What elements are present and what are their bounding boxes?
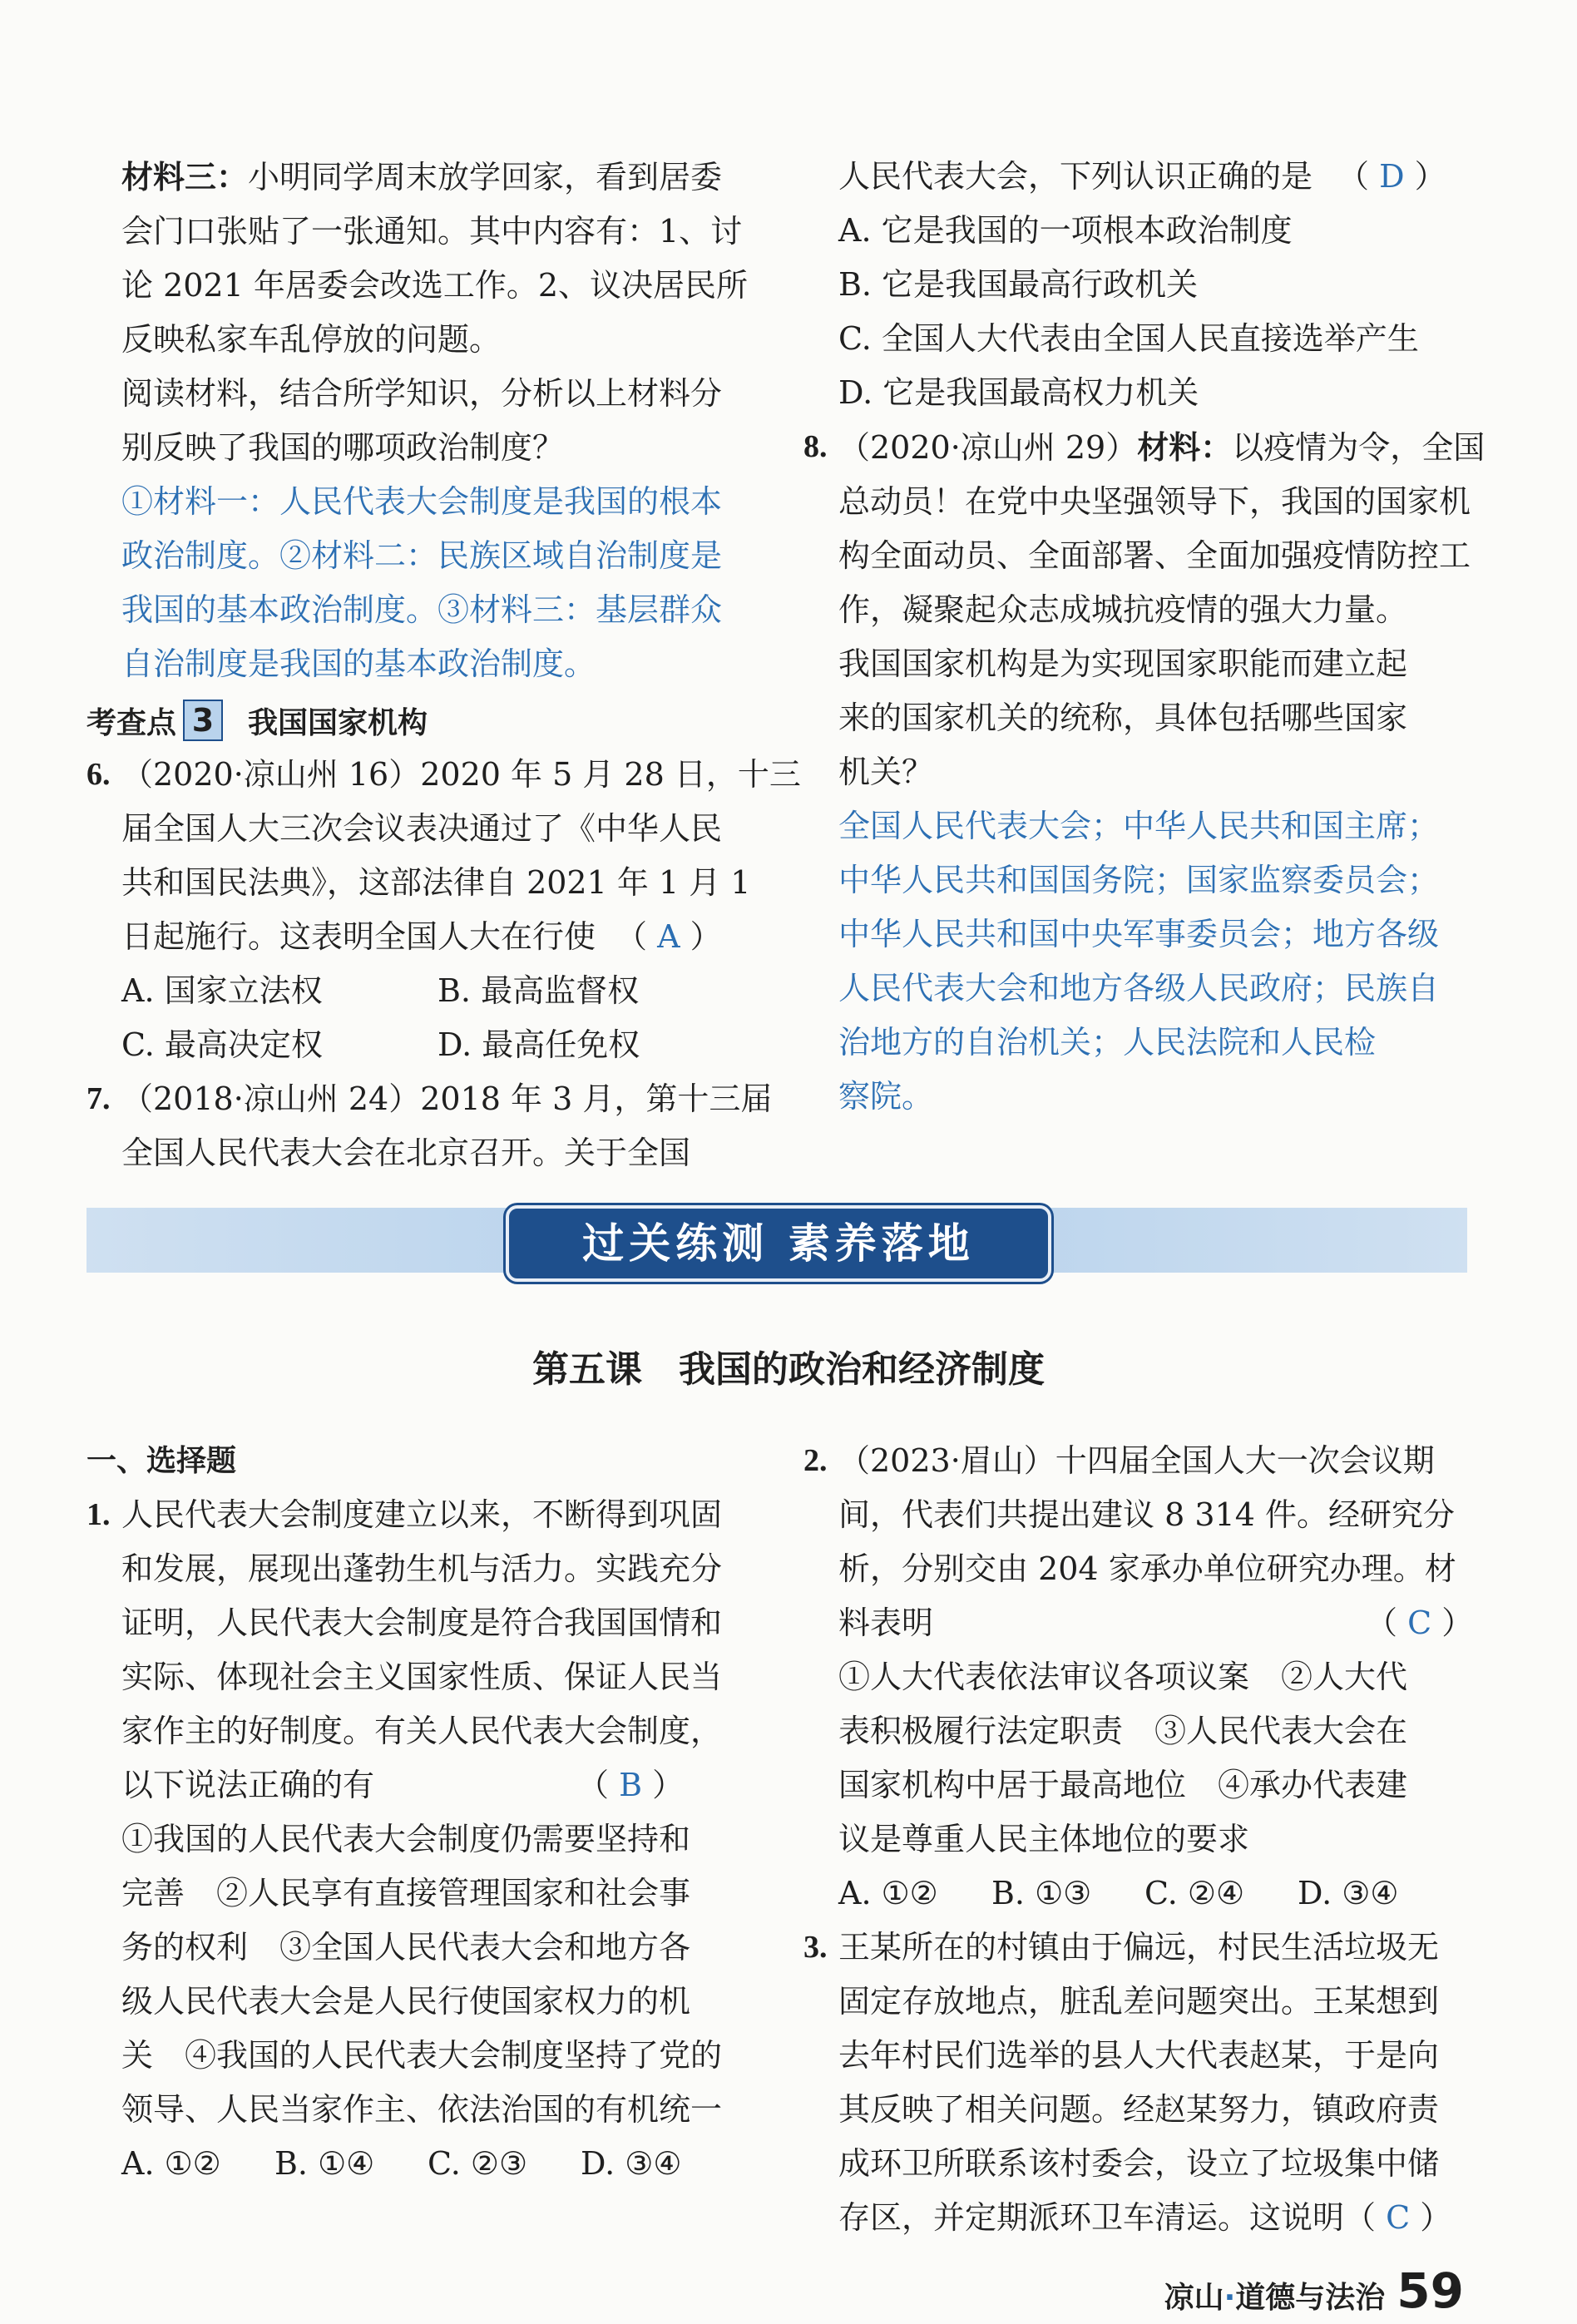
question-2: 2. （2023·眉山）十四届全国人大一次会议期 间，代表们共提出建议 8 314 件。经研究分 析，分别交由 204 家承办单位研究办理。材 料表明 （ C ） ①人大代表依法审议各项议案 ②人大代 表积极履行法定职责 ③人民代表大会在 国家机构中居于最高地位 ④承办代表建 议是尊重人民主体地位的要求 A. ①② B. ①③ C. ②④ D. ③④ <box>803 1434 1486 1921</box>
right-column-top: 人民代表大会，下列认识正确的是 （ D ） A. 它是我国的一项根本政治制度 B. 它是我国最高行政机关 C. 全国人大代表由全国人民直接选举产生 D. 它是我国最高权力机关 8. （2020·凉山州 29）材料：以疫情为令，全国 总动员！在党中央坚强领导下，我国的国家机 构全面动员、全面部署、全面加强疫情防控工 作，凝聚起众志成城抗疫情的强大力量。 我国国家机构是为实现国家职能而建立起 来的国家机关的统称，具体包括哪些国家 机关？ 全国人民代表大会；中华人民共和国主席； 中华人民共和国国务院；国家监察委员会； 中华人民共和国中央军事委员会；地方各级 人民代表大会和地方各级人民政府；民族自 治地方的自治机关；人民法院和人民检 察院。 <box>803 150 1486 1124</box>
question-line: 日起施行。这表明全国人大在行使 <box>121 918 596 955</box>
answer-mark: C <box>1407 1605 1432 1641</box>
question-8 <box>803 420 1486 1124</box>
option: A. ①② <box>838 1875 938 1911</box>
question-line: 析，分别交由 204 家承办单位研究办理。材 <box>838 1550 1456 1587</box>
question-line: 人民代表大会，下列认识正确的是 <box>838 158 1313 195</box>
question-line: 全国人民代表大会在北京召开。关于全国 <box>121 1135 691 1171</box>
answer-line: 察院。 <box>838 1078 934 1115</box>
options-row <box>803 1867 1486 1921</box>
footer-subject: 道德与法治 <box>1235 2281 1386 2315</box>
knowledge-point-heading <box>87 695 752 746</box>
answer-line: 全国人民代表大会；中华人民共和国主席； <box>838 808 1440 844</box>
question-line: 成环卫所联系该村委会，设立了垃圾集中储 <box>838 2145 1440 2182</box>
answer-line: 自治制度是我国的基本政治制度。 <box>121 645 596 682</box>
statement-line: 议是尊重人民主体地位的要求 <box>838 1821 1250 1857</box>
statement-line: 级人民代表大会是人民行使国家权力的机 <box>121 1983 691 2020</box>
question-line: 王某所在的村镇由于偏远，村民生活垃圾无 <box>838 1929 1440 1966</box>
question-line: （2018·凉山州 24）2018 年 3 月，第十三届 <box>121 1080 773 1117</box>
question-line: 存区，并定期派环卫车清运。这说明 <box>838 2199 1345 2236</box>
question-source: （2020·凉山州 29） <box>838 429 1138 466</box>
option: C. 全国人大代表由全国人民直接选举产生 <box>838 320 1419 357</box>
answer-mark: C <box>1386 2199 1411 2236</box>
option: D. ③④ <box>581 2145 682 2182</box>
right-column-bottom <box>803 1434 1486 2245</box>
question-line: 人民代表大会制度建立以来，不断得到巩固 <box>121 1496 723 1533</box>
option: C. 最高决定权 <box>121 1026 323 1063</box>
material3-label: 材料三： <box>121 158 249 195</box>
question-line: 别反映了我国的哪项政治制度？ <box>121 429 565 466</box>
option: A. 它是我国的一项根本政治制度 <box>838 212 1293 249</box>
question-line: 来的国家机关的统称，具体包括哪些国家 <box>838 700 1408 736</box>
question-line: 共和国民法典》，这部法律自 2021 年 1 月 1 <box>121 864 751 901</box>
page-footer <box>1164 2262 1464 2319</box>
question-line: 我国国家机构是为实现国家职能而建立起 <box>838 645 1408 682</box>
answer-line: 中华人民共和国国务院；国家监察委员会； <box>838 862 1440 898</box>
statement-line: 关 ④我国的人民代表大会制度坚持了党的 <box>121 2037 723 2074</box>
option: D. 最高任免权 <box>438 1026 640 1063</box>
material3-block <box>87 150 752 691</box>
statement-line: 表积极履行法定职责 ③人民代表大会在 <box>838 1713 1408 1749</box>
option: B. 它是我国最高行政机关 <box>838 266 1199 303</box>
question-line: 料表明 <box>838 1605 934 1641</box>
answer-line: 人民代表大会和地方各级人民政府；民族自 <box>838 970 1440 1006</box>
material3-line: 反映私家车乱停放的问题。 <box>121 321 502 358</box>
question-7 <box>87 1072 773 1180</box>
question-6: 6. （2020·凉山州 16）2020 年 5 月 28 日，十三 届全国人大三次会议表决通过了《中华人民 共和国民法典》，这部法律自 2021 年 1 月 1 日起施行。这表明全国人大在行使 （ A ） A. 国家立法权 B. 最高监督权 C. 最高决定权 D. 最高任免权 <box>87 748 752 1072</box>
material-line: 总动员！在党中央坚强领导下，我国的国家机 <box>838 483 1471 520</box>
answer-mark: D <box>1379 158 1405 195</box>
question-line: 机关？ <box>838 754 934 790</box>
question-line: 固定存放地点，脏乱差问题突出。王某想到 <box>838 1983 1440 2020</box>
answer-line: ①材料一：人民代表大会制度是我国的根本 <box>121 483 723 520</box>
option: C. ②③ <box>428 2145 528 2182</box>
question-line: 阅读材料，结合所学知识，分析以上材料分 <box>121 375 723 412</box>
material-line: 构全面动员、全面部署、全面加强疫情防控工 <box>838 537 1471 574</box>
option: B. ①③ <box>991 1875 1092 1911</box>
footer-region: 凉山 <box>1164 2281 1224 2315</box>
left-column-bottom <box>87 1434 752 2191</box>
question-number: 2. <box>803 1443 828 1478</box>
answer-line: 政治制度。②材料二：民族区域自治制度是 <box>121 537 723 574</box>
question-line: 其反映了相关问题。经赵某努力，镇政府责 <box>838 2091 1440 2128</box>
statement-line: 国家机构中居于最高地位 ④承办代表建 <box>838 1767 1408 1803</box>
footer-separator: · <box>1224 2281 1236 2315</box>
option: B. ①④ <box>274 2145 375 2182</box>
material-line: 作，凝聚起众志成城抗疫情的强大力量。 <box>838 591 1408 628</box>
material3-line: 小明同学周末放学回家，看到居委 <box>248 159 723 195</box>
answer-line: 治地方的自治机关；人民法院和人民检 <box>838 1024 1377 1061</box>
section-banner-title: 过关练测 素养落地 <box>506 1205 1051 1282</box>
material-label: 材料： <box>1137 428 1233 466</box>
knowledge-point-number: 3 <box>183 700 223 741</box>
knowledge-point-label: 考查点 <box>87 705 177 740</box>
lesson-title: 第五课 我国的政治和经济制度 <box>532 1348 1045 1391</box>
question-number: 6. <box>87 757 111 792</box>
option: D. ③④ <box>1298 1875 1399 1911</box>
question-line: （2020·凉山州 16）2020 年 5 月 28 日，十三 <box>121 756 801 793</box>
knowledge-point-title: 我国国家机构 <box>248 705 428 740</box>
answer-mark: A <box>657 918 680 955</box>
statement-line: ①人大代表依法审议各项议案 ②人大代 <box>838 1659 1408 1695</box>
statement-line: 领导、人民当家作主、依法治国的有机统一 <box>121 2091 723 2128</box>
material3-line: 会门口张贴了一张通知。其中内容有：1、讨 <box>121 213 743 250</box>
options-row <box>87 1018 752 1072</box>
option: C. ②④ <box>1144 1875 1245 1911</box>
statement-line: 务的权利 ③全国人民代表大会和地方各 <box>121 1929 691 1966</box>
left-column-top <box>87 150 801 1180</box>
options-row <box>87 964 752 1018</box>
answer-mark: B <box>619 1767 643 1803</box>
question-number: 8. <box>803 429 828 464</box>
question-number: 7. <box>87 1081 111 1116</box>
question-line: 证明，人民代表大会制度是符合我国国情和 <box>121 1605 723 1641</box>
question-line: （2023·眉山）十四届全国人大一次会议期 <box>838 1442 1435 1479</box>
option: D. 它是我国最高权力机关 <box>838 374 1199 411</box>
question-3: 3. 王某所在的村镇由于偏远，村民生活垃圾无 固定存放地点，脏乱差问题突出。王某想到 去年村民们选举的县人大代表赵某，于是向 其反映了相关问题。经赵某努力，镇政府责 成环卫所联系该村委会，设立了垃圾集中储 存区，并定期派环卫车清运。这说明（ C ） <box>803 1921 1486 2245</box>
statement-line: ①我国的人民代表大会制度仍需要坚持和 <box>121 1821 691 1857</box>
option: B. 最高监督权 <box>438 972 640 1009</box>
question-line: 家作主的好制度。有关人民代表大会制度， <box>121 1713 723 1749</box>
question-line: 实际、体现社会主义国家性质、保证人民当 <box>121 1659 723 1695</box>
material3-line: 论 2021 年居委会改选工作。2、议决居民所 <box>121 267 749 304</box>
question-line: 去年村民们选举的县人大代表赵某，于是向 <box>838 2037 1440 2074</box>
question-1: 1. 人民代表大会制度建立以来，不断得到巩固 和发展，展现出蓬勃生机与活力。实践充分 证明，人民代表大会制度是符合我国国情和 实际、体现社会主义国家性质、保证人民当 家作主的好制度。有关人民代表大会制度， 以下说法正确的有 （ B ） ①我国的人民代表大会制度仍需要坚持和 完善 ②人民享有直接管理国家和社会事 务的权利 ③全国人民代表大会和地方各 级人民代表大会是人民行使国家权力的机 关 ④我国的人民代表大会制度坚持了党的 领导、人民当家作主、依法治国的有机统一 A. ①② B. ①④ C. ②③ D. ③④ <box>87 1488 752 2191</box>
question-number: 1. <box>87 1497 111 1532</box>
statement-line: 完善 ②人民享有直接管理国家和社会事 <box>121 1875 691 1911</box>
section-heading: 一、选择题 <box>87 1444 237 1478</box>
options-row <box>87 2137 752 2191</box>
answer-line: 我国的基本政治制度。③材料三：基层群众 <box>121 591 723 628</box>
question-line: 届全国人大三次会议表决通过了《中华人民 <box>121 810 723 847</box>
answer-line: 中华人民共和国中央军事委员会；地方各级 <box>838 916 1440 952</box>
option: A. ①② <box>121 2145 221 2182</box>
question-number: 3. <box>803 1930 828 1965</box>
question-line: 和发展，展现出蓬勃生机与活力。实践充分 <box>121 1550 723 1587</box>
material-line: 以疫情为令，全国 <box>1232 429 1486 466</box>
page-number: 59 <box>1397 2262 1464 2319</box>
question-line: 以下说法正确的有 <box>121 1767 375 1803</box>
question-line: 间，代表们共提出建议 8 314 件。经研究分 <box>838 1496 1455 1533</box>
option: A. 国家立法权 <box>121 972 323 1009</box>
